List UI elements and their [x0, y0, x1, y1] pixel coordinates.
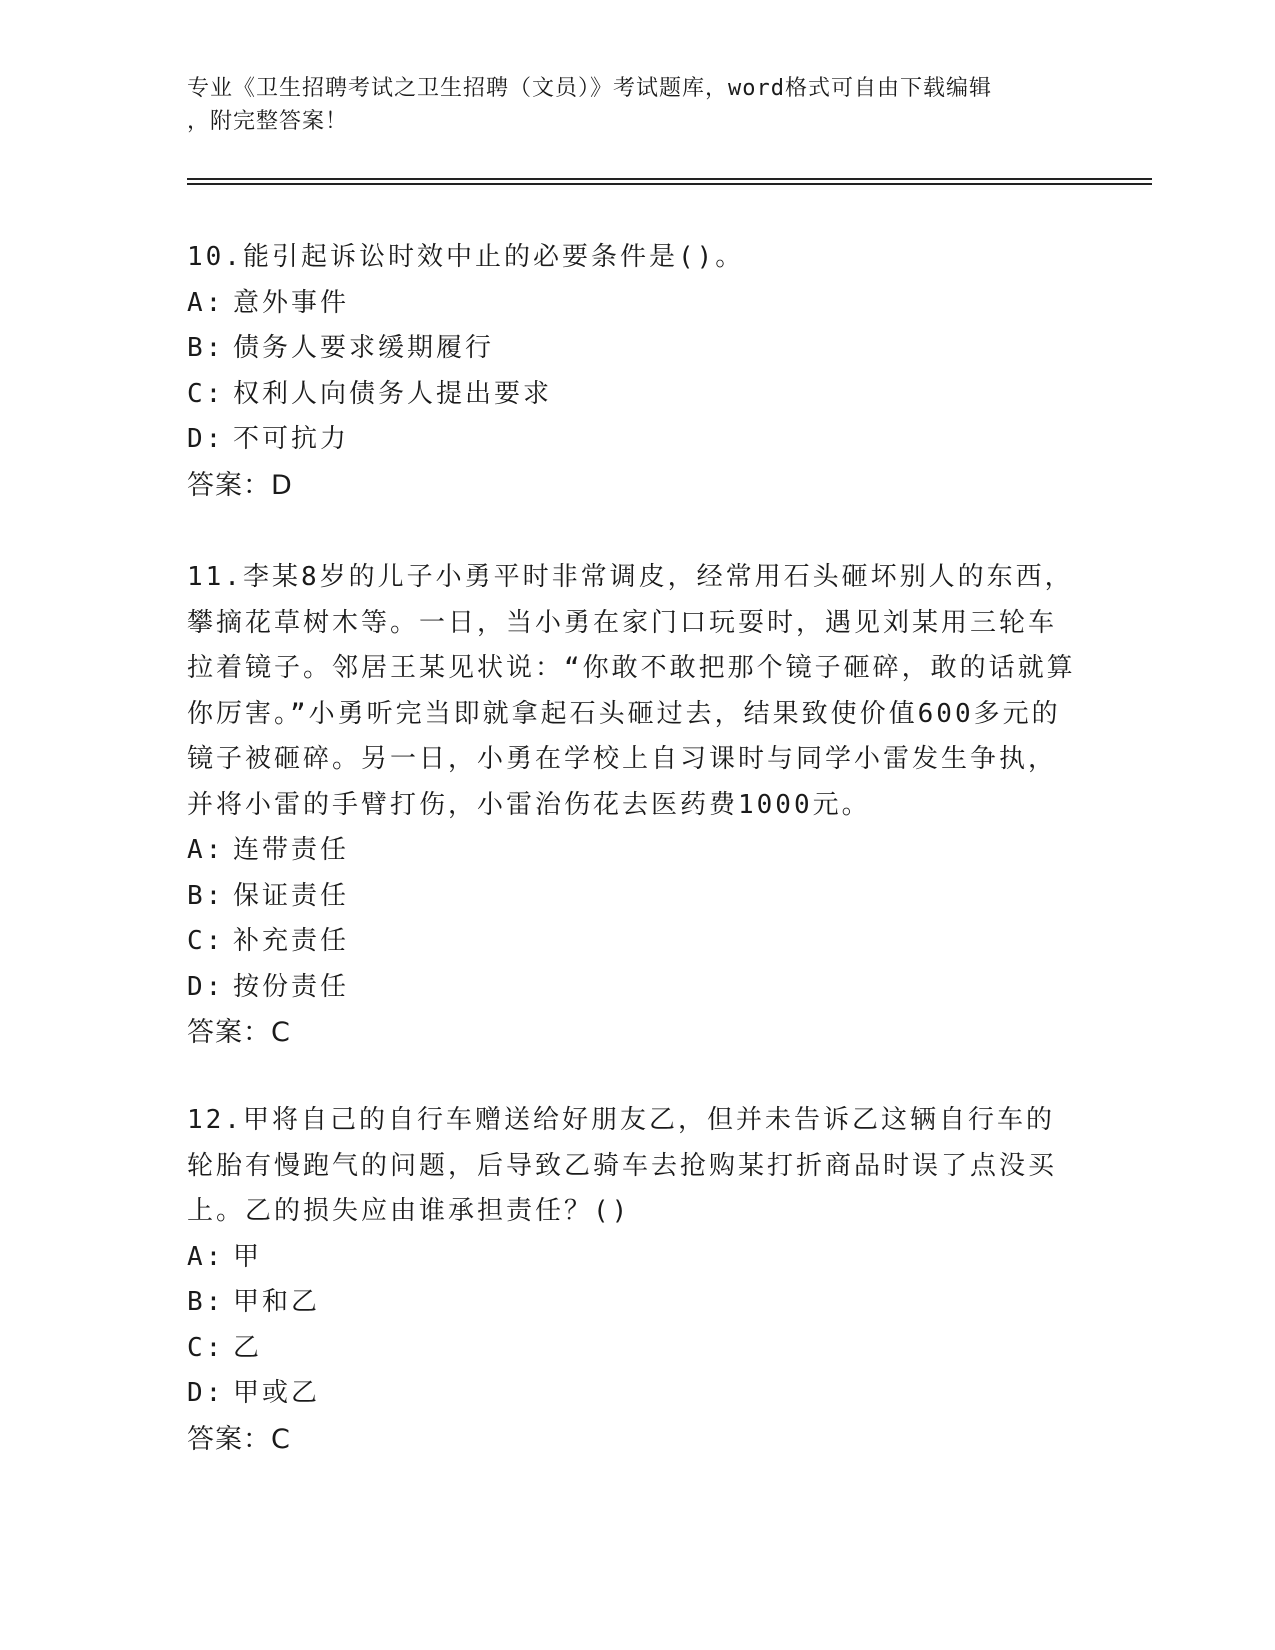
option-text: 意外事件 [233, 287, 350, 318]
header-line-1: 专业《卫生招聘考试之卫生招聘（文员）》考试题库，word格式可自由下载编辑 [187, 76, 992, 101]
option-label: D: [187, 424, 225, 454]
option-label: C: [187, 926, 225, 956]
option-text: 保证责任 [233, 880, 350, 911]
option-label: C: [187, 378, 225, 409]
option-d [187, 965, 1077, 1011]
option-text: 甲和乙 [233, 1287, 321, 1317]
option-label: B: [187, 880, 225, 911]
option-label: D: [187, 1378, 225, 1408]
option-label: A: [187, 287, 225, 318]
option-label: A: [187, 835, 225, 865]
option-label: D: [187, 971, 225, 1002]
option-label: C: [187, 1332, 225, 1363]
option-b [187, 874, 1077, 920]
header-line-2: ，附完整答案！ [187, 109, 349, 134]
option-c [187, 372, 1077, 418]
option-a [187, 1235, 1077, 1281]
option-d [187, 417, 1077, 463]
answer: 答案：C [187, 1423, 291, 1455]
option-a [187, 281, 1077, 327]
document-header [187, 72, 1067, 138]
option-text: 甲 [233, 1241, 263, 1272]
option-b [187, 1280, 1077, 1326]
question-text: 12.甲将自己的自行车赠送给好朋友乙，但并未告诉乙这辆自行车的轮胎有慢跑气的问题，后导致乙骑车去抢购某打折商品时误了点没买上。乙的损失应由谁承担责任？() [187, 1105, 1058, 1226]
option-text: 不可抗力 [233, 424, 350, 454]
option-d [187, 1371, 1077, 1417]
question-11 [187, 555, 1077, 1056]
option-c [187, 1326, 1077, 1372]
option-c [187, 919, 1077, 965]
option-label: B: [187, 333, 225, 363]
option-text: 乙 [233, 1332, 263, 1363]
option-a [187, 828, 1077, 874]
question-text: 11.李某8岁的儿子小勇平时非常调皮，经常用石头砸坏别人的东西，攀摘花草树木等。一日，当小勇在家门口玩耍时，遇见刘某用三轮车拉着镜子。邻居王某见状说：“你敢不敢把那个镜子砸碎，敢的话就算你厉害。”小勇听完当即就拿起石头砸过去，结果致使价值600多元的镜子被砸碎。另一日，小勇在学校上自习课时与同学小雷发生争执，并将小雷的手臂打伤，小雷治伤花去医药费1000元。 [187, 562, 1076, 820]
header-divider-bottom [187, 183, 1152, 185]
answer: 答案：C [187, 1017, 291, 1048]
option-text: 按份责任 [233, 971, 350, 1002]
option-text: 连带责任 [233, 835, 350, 865]
header-divider-top [187, 178, 1152, 180]
option-text: 债务人要求缓期履行 [233, 333, 495, 363]
question-12 [187, 1098, 1077, 1462]
question-text: 10.能引起诉讼时效中止的必要条件是()。 [187, 242, 745, 272]
answer: 答案：D [187, 469, 293, 501]
option-label: B: [187, 1287, 225, 1317]
option-label: A: [187, 1241, 225, 1272]
option-text: 补充责任 [233, 926, 350, 956]
option-text: 甲或乙 [233, 1378, 321, 1408]
option-b [187, 326, 1077, 372]
option-text: 权利人向债务人提出要求 [233, 378, 553, 409]
question-10 [187, 235, 1077, 508]
